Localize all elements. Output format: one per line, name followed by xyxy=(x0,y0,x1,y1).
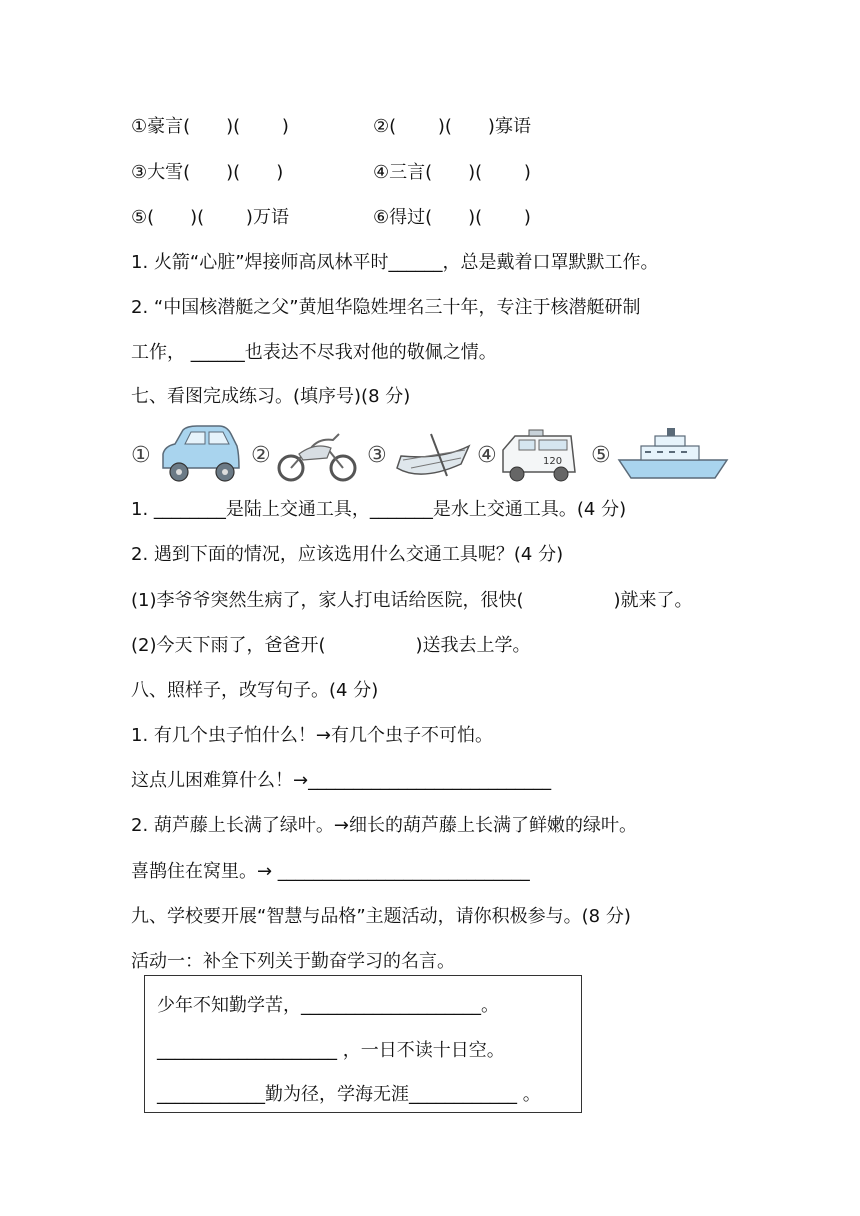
proverb-line-3: ____________勤为径，学海无涯____________ 。 xyxy=(157,1084,541,1105)
idiom-4: ④三言( )( ) xyxy=(373,162,531,183)
vehicle-number-4: ④ xyxy=(477,443,497,468)
idiom-5: ⑤( )( )万语 xyxy=(131,207,289,228)
section-9-title: 九、学校要开展“智慧与品格”主题活动，请你积极参与。(8 分) xyxy=(131,906,631,927)
proverb-line-2: ____________________ ，一日不读十日空。 xyxy=(157,1040,505,1061)
proverb-box xyxy=(144,975,582,1113)
section-8-answer-1: 这点儿困难算什么！→___________________________ xyxy=(131,770,552,791)
section-8-answer-2: 喜鹊住在窝里。→ ____________________________ xyxy=(131,861,530,882)
proverb-line-1: 少年不知勤学苦，____________________。 xyxy=(157,995,499,1016)
vehicle-number-5: ⑤ xyxy=(591,443,611,468)
section-7-title: 七、看图完成练习。(填序号)(8 分) xyxy=(131,386,411,407)
vehicle-picture-row xyxy=(131,424,731,486)
vehicle-number-2: ② xyxy=(251,443,271,468)
section-7-question-2-2: (2)今天下雨了，爸爸开( )送我去上学。 xyxy=(131,635,531,656)
fill-question-1: 1. 火箭“心脏”焊接师高凤林平时______，总是戴着口罩默默工作。 xyxy=(131,252,659,273)
section-8-example-1: 1. 有几个虫子怕什么！→有几个虫子不可怕。 xyxy=(131,725,493,746)
fill-question-2: 2. “中国核潜艇之父”黄旭华隐姓埋名三十年，专注于核潜艇研制 xyxy=(131,297,641,318)
ship-icon xyxy=(619,428,727,478)
idiom-6: ⑥得过( )( ) xyxy=(373,207,531,228)
ambulance-number: 120 xyxy=(543,456,563,467)
section-7-question-1: 1. ________是陆上交通工具，_______是水上交通工具。(4 分) xyxy=(131,499,627,520)
ambulance-icon xyxy=(503,430,575,481)
motorcycle-icon xyxy=(279,434,355,480)
idiom-2: ②( )( )寡语 xyxy=(373,116,531,137)
section-9-activity-1: 活动一：补全下列关于勤奋学习的名言。 xyxy=(131,951,455,972)
section-7-question-2-1: (1)李爷爷突然生病了，家人打电话给医院，很快( )就来了。 xyxy=(131,590,693,611)
vehicle-number-1: ① xyxy=(131,443,151,468)
idiom-1: ①豪言( )( ) xyxy=(131,116,289,137)
rowboat-icon xyxy=(397,434,469,476)
idiom-3: ③大雪( )( ) xyxy=(131,162,284,183)
vehicle-number-3: ③ xyxy=(367,443,387,468)
fill-question-2-cont: 工作， ______也表达不尽我对他的敬佩之情。 xyxy=(131,342,497,363)
car-icon xyxy=(163,426,239,481)
section-8-example-2: 2. 葫芦藤上长满了绿叶。→细长的葫芦藤上长满了鲜嫩的绿叶。 xyxy=(131,815,637,836)
section-7-question-2: 2. 遇到下面的情况，应该选用什么交通工具呢？(4 分) xyxy=(131,544,564,565)
section-8-title: 八、照样子，改写句子。(4 分) xyxy=(131,680,379,701)
